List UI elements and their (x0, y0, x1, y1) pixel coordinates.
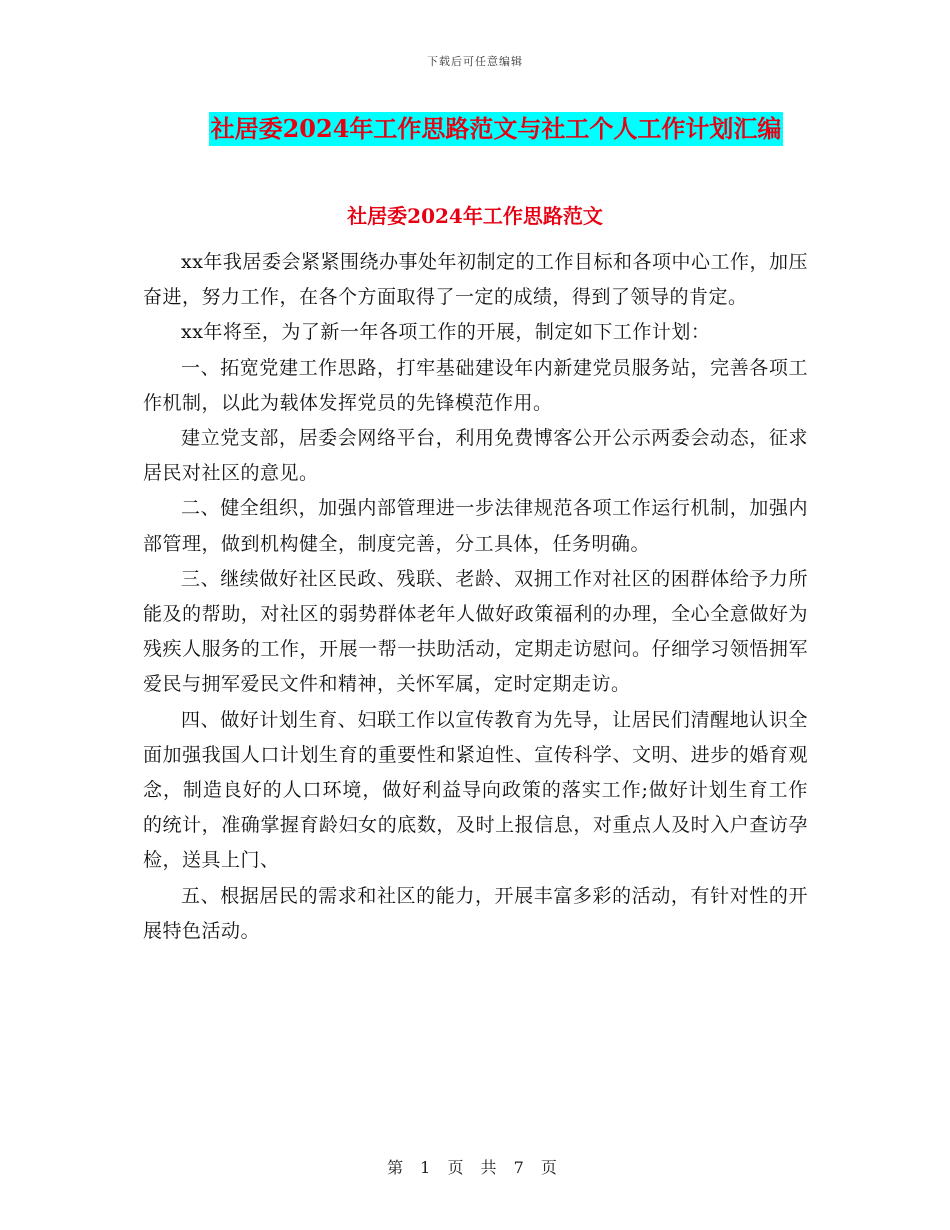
paragraph: 四、做好计划生育、妇联工作以宣传教育为先导，让居民们清醒地认识全面加强我国人口计划生育的重要性和紧迫性、宣传科学、文明、进步的婚育观念，制造良好的人口环境，做好利益导向政策的落实工作;做好计划生育工作的统计，准确掌握育龄妇女的底数，及时上报信息，对重点人及时入户查访孕检，送具上门、 (143, 708, 808, 872)
main-title: 社居委2024年工作思路范文与社工个人工作计划汇编 (209, 112, 784, 146)
paragraph: 五、根据居民的需求和社区的能力，开展丰富多彩的活动，有针对性的开展特色活动。 (143, 884, 808, 942)
document-body (143, 245, 808, 949)
paragraph: 二、健全组织，加强内部管理进一步法律规范各项工作运行机制，加强内部管理，做到机构健全，制度完善，分工具体，任务明确。 (143, 497, 808, 555)
paragraph: 三、继续做好社区民政、残联、老龄、双拥工作对社区的困群体给予力所能及的帮助，对社区的弱势群体老年人做好政策福利的办理，全心全意做好为残疾人服务的工作，开展一帮一扶助活动，定期走访慰问。仔细学习领悟拥军爱民与拥军爱民文件和精神，关怀军属，定时定期走访。 (143, 567, 808, 696)
section-title: 社居委2024年工作思路范文 (347, 204, 603, 228)
main-title-container (0, 112, 950, 146)
paragraph: 建立党支部，居委会网络平台，利用免费博客公开公示两委会动态，征求居民对社区的意见。 (143, 427, 808, 485)
page-number: 第 1 页 共 7 页 (387, 1158, 563, 1177)
paragraph: xx年将至，为了新一年各项工作的开展，制定如下工作计划： (181, 321, 711, 344)
page-header-note: 下载后可任意编辑 (427, 55, 523, 68)
paragraph: 一、拓宽党建工作思路，打牢基础建设年内新建党员服务站，完善各项工作机制，以此为载体发挥党员的先锋模范作用。 (143, 356, 808, 414)
paragraph: xx年我居委会紧紧围绕办事处年初制定的工作目标和各项中心工作，加压奋进，努力工作，在各个方面取得了一定的成绩，得到了领导的肯定。 (143, 251, 808, 309)
